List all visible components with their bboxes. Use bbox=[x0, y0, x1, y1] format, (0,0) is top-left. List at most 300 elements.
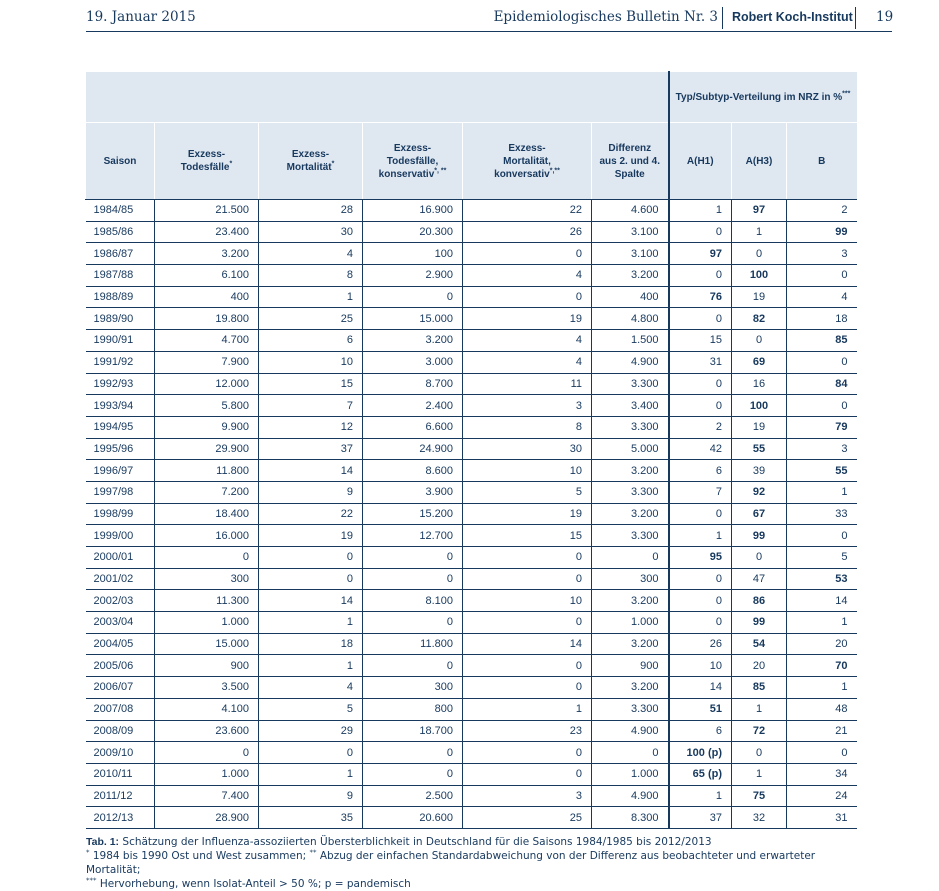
table-cell-h3: 69 bbox=[732, 351, 787, 373]
table-cell-h3: 72 bbox=[732, 720, 787, 742]
table-cell-tod_kons: 100 bbox=[363, 243, 463, 265]
table-cell-mortalitaet: 1 bbox=[259, 612, 363, 634]
table-cell-tod_kons: 300 bbox=[363, 677, 463, 699]
table-row bbox=[86, 221, 857, 243]
header-bulletin-title: Epidemiologisches Bulletin Nr. 3 bbox=[493, 9, 718, 25]
table-cell-mortalitaet: 1 bbox=[259, 763, 363, 785]
table-cell-h3: 97 bbox=[732, 200, 787, 222]
column-header: B bbox=[787, 123, 857, 200]
table-cell-differenz: 8.300 bbox=[592, 807, 669, 829]
table-body bbox=[86, 200, 857, 829]
table-cell-b: 0 bbox=[787, 525, 857, 547]
footnote-marker: ** bbox=[309, 848, 317, 857]
table-cell-h1: 0 bbox=[669, 308, 732, 330]
table-cell-differenz: 4.900 bbox=[592, 785, 669, 807]
table-cell-mortalitaet: 1 bbox=[259, 286, 363, 308]
table-cell-tod_kons: 16.900 bbox=[363, 200, 463, 222]
table-cell-h1: 26 bbox=[669, 633, 732, 655]
table-cell-saison: 1991/92 bbox=[86, 351, 155, 373]
table-row bbox=[86, 677, 857, 699]
table-cell-h3: 82 bbox=[732, 308, 787, 330]
table-cell-b: 84 bbox=[787, 373, 857, 395]
table-cell-mortalitaet: 25 bbox=[259, 308, 363, 330]
table-cell-h3: 0 bbox=[732, 243, 787, 265]
table-cell-saison: 2001/02 bbox=[86, 568, 155, 590]
table-cell-todesfaelle: 0 bbox=[155, 742, 259, 764]
table-cell-h1: 0 bbox=[669, 590, 732, 612]
table-cell-h3: 39 bbox=[732, 460, 787, 482]
column-header: Differenz aus 2. und 4. Spalte bbox=[592, 123, 669, 200]
table-cell-b: 99 bbox=[787, 221, 857, 243]
table-cell-differenz: 3.300 bbox=[592, 416, 669, 438]
table-row bbox=[86, 785, 857, 807]
table-cell-mortalitaet: 4 bbox=[259, 243, 363, 265]
table-row bbox=[86, 742, 857, 764]
table-cell-tod_kons: 18.700 bbox=[363, 720, 463, 742]
table-cell-b: 3 bbox=[787, 438, 857, 460]
table-cell-tod_kons: 0 bbox=[363, 568, 463, 590]
table-group-header-row bbox=[86, 72, 857, 123]
type-distribution-label: Typ/Subtyp-Verteilung im NRZ in % bbox=[675, 91, 843, 103]
caption-footnotes-line bbox=[86, 849, 866, 877]
footnote-marker: * bbox=[86, 848, 90, 857]
table-cell-h1: 0 bbox=[669, 568, 732, 590]
table-cell-b: 20 bbox=[787, 633, 857, 655]
table-cell-differenz: 3.200 bbox=[592, 590, 669, 612]
table-cell-tod_kons: 8.600 bbox=[363, 460, 463, 482]
table-cell-h1: 31 bbox=[669, 351, 732, 373]
table-cell-b: 0 bbox=[787, 395, 857, 417]
table-cell-differenz: 3.300 bbox=[592, 525, 669, 547]
table-cell-differenz: 3.300 bbox=[592, 698, 669, 720]
table-cell-todesfaelle: 29.900 bbox=[155, 438, 259, 460]
caption-label: Tab. 1: bbox=[86, 836, 120, 848]
table-cell-mort_kons: 0 bbox=[463, 677, 592, 699]
table-cell-b: 4 bbox=[787, 286, 857, 308]
table-row bbox=[86, 286, 857, 308]
footnote-marker: *** bbox=[842, 90, 851, 98]
table-cell-h3: 16 bbox=[732, 373, 787, 395]
table-cell-saison: 2002/03 bbox=[86, 590, 155, 612]
table-cell-todesfaelle: 9.900 bbox=[155, 416, 259, 438]
table-cell-h1: 1 bbox=[669, 200, 732, 222]
table-cell-differenz: 300 bbox=[592, 568, 669, 590]
column-header: A(H1) bbox=[669, 123, 732, 200]
table-cell-mort_kons: 5 bbox=[463, 481, 592, 503]
table-cell-mort_kons: 10 bbox=[463, 460, 592, 482]
table-cell-saison: 1995/96 bbox=[86, 438, 155, 460]
table-cell-mort_kons: 19 bbox=[463, 308, 592, 330]
table-cell-mort_kons: 22 bbox=[463, 200, 592, 222]
caption-title-line bbox=[86, 835, 866, 849]
table-cell-mort_kons: 4 bbox=[463, 330, 592, 352]
table-cell-tod_kons: 8.700 bbox=[363, 373, 463, 395]
table-row bbox=[86, 720, 857, 742]
table-cell-h3: 32 bbox=[732, 807, 787, 829]
table-cell-h3: 54 bbox=[732, 633, 787, 655]
table-cell-b: 31 bbox=[787, 807, 857, 829]
table-cell-saison: 2004/05 bbox=[86, 633, 155, 655]
table-row bbox=[86, 525, 857, 547]
table-cell-mortalitaet: 14 bbox=[259, 590, 363, 612]
table-cell-saison: 1999/00 bbox=[86, 525, 155, 547]
table-cell-mort_kons: 19 bbox=[463, 503, 592, 525]
table-cell-todesfaelle: 23.400 bbox=[155, 221, 259, 243]
table-cell-h3: 75 bbox=[732, 785, 787, 807]
table-cell-mortalitaet: 10 bbox=[259, 351, 363, 373]
table-cell-tod_kons: 24.900 bbox=[363, 438, 463, 460]
table-cell-mortalitaet: 29 bbox=[259, 720, 363, 742]
table-cell-todesfaelle: 7.900 bbox=[155, 351, 259, 373]
table-cell-differenz: 0 bbox=[592, 547, 669, 569]
table-cell-b: 1 bbox=[787, 612, 857, 634]
mortality-table bbox=[85, 71, 857, 829]
table-cell-mort_kons: 4 bbox=[463, 351, 592, 373]
table-cell-mortalitaet: 15 bbox=[259, 373, 363, 395]
table-cell-mortalitaet: 4 bbox=[259, 677, 363, 699]
table-cell-h3: 47 bbox=[732, 568, 787, 590]
table-cell-todesfaelle: 3.200 bbox=[155, 243, 259, 265]
table-cell-saison: 1996/97 bbox=[86, 460, 155, 482]
table-cell-saison: 1986/87 bbox=[86, 243, 155, 265]
table-row bbox=[86, 395, 857, 417]
table-cell-h1: 10 bbox=[669, 655, 732, 677]
table-row bbox=[86, 633, 857, 655]
table-cell-b: 18 bbox=[787, 308, 857, 330]
footnote-marker: *** bbox=[86, 876, 97, 885]
table-cell-tod_kons: 2.900 bbox=[363, 265, 463, 287]
table-cell-mortalitaet: 14 bbox=[259, 460, 363, 482]
table-cell-saison: 2007/08 bbox=[86, 698, 155, 720]
table-cell-saison: 1985/86 bbox=[86, 221, 155, 243]
table-row bbox=[86, 481, 857, 503]
table-cell-h3: 67 bbox=[732, 503, 787, 525]
table-cell-differenz: 3.200 bbox=[592, 677, 669, 699]
table-cell-tod_kons: 8.100 bbox=[363, 590, 463, 612]
caption-text: Schätzung der Influenza-assoziierten Übersterblichkeit in Deutschland für die Saisons 1984/1985 bis 2012/2013 bbox=[122, 836, 712, 848]
table-cell-b: 24 bbox=[787, 785, 857, 807]
table-cell-h1: 37 bbox=[669, 807, 732, 829]
header-page-number: 19 bbox=[876, 9, 894, 25]
table-cell-mort_kons: 0 bbox=[463, 612, 592, 634]
table-cell-mort_kons: 0 bbox=[463, 763, 592, 785]
table-cell-todesfaelle: 900 bbox=[155, 655, 259, 677]
table-cell-tod_kons: 0 bbox=[363, 655, 463, 677]
table-row bbox=[86, 503, 857, 525]
table-cell-h1: 1 bbox=[669, 785, 732, 807]
table-cell-tod_kons: 12.700 bbox=[363, 525, 463, 547]
table-cell-saison: 1984/85 bbox=[86, 200, 155, 222]
table-cell-h3: 19 bbox=[732, 416, 787, 438]
table-cell-saison: 1994/95 bbox=[86, 416, 155, 438]
table-cell-h1: 0 bbox=[669, 612, 732, 634]
table-cell-tod_kons: 11.800 bbox=[363, 633, 463, 655]
table-cell-tod_kons: 2.500 bbox=[363, 785, 463, 807]
table-cell-h1: 97 bbox=[669, 243, 732, 265]
table-cell-h1: 76 bbox=[669, 286, 732, 308]
table-cell-h3: 99 bbox=[732, 612, 787, 634]
table-cell-b: 3 bbox=[787, 243, 857, 265]
table-row bbox=[86, 698, 857, 720]
table-cell-h3: 99 bbox=[732, 525, 787, 547]
table-cell-h3: 100 bbox=[732, 395, 787, 417]
table-cell-tod_kons: 2.400 bbox=[363, 395, 463, 417]
header-rule bbox=[86, 31, 892, 32]
table-cell-tod_kons: 0 bbox=[363, 763, 463, 785]
table-cell-mortalitaet: 7 bbox=[259, 395, 363, 417]
table-cell-tod_kons: 15.000 bbox=[363, 308, 463, 330]
table-cell-h3: 20 bbox=[732, 655, 787, 677]
table-cell-saison: 2003/04 bbox=[86, 612, 155, 634]
table-cell-saison: 2012/13 bbox=[86, 807, 155, 829]
table-cell-differenz: 4.900 bbox=[592, 720, 669, 742]
table-cell-todesfaelle: 3.500 bbox=[155, 677, 259, 699]
table-cell-b: 1 bbox=[787, 481, 857, 503]
table-cell-mortalitaet: 0 bbox=[259, 568, 363, 590]
table-cell-h3: 92 bbox=[732, 481, 787, 503]
table-cell-saison: 1988/89 bbox=[86, 286, 155, 308]
column-header: Exzess- Mortalität* bbox=[259, 123, 363, 200]
table-cell-tod_kons: 6.600 bbox=[363, 416, 463, 438]
table-cell-h3: 0 bbox=[732, 742, 787, 764]
table-cell-h1: 6 bbox=[669, 460, 732, 482]
table-cell-saison: 2000/01 bbox=[86, 547, 155, 569]
table-cell-saison: 2009/10 bbox=[86, 742, 155, 764]
table-cell-tod_kons: 3.900 bbox=[363, 481, 463, 503]
table-cell-differenz: 3.300 bbox=[592, 481, 669, 503]
table-cell-mortalitaet: 0 bbox=[259, 742, 363, 764]
table-cell-mortalitaet: 18 bbox=[259, 633, 363, 655]
table-cell-todesfaelle: 12.000 bbox=[155, 373, 259, 395]
table-cell-b: 0 bbox=[787, 265, 857, 287]
table-cell-saison: 2008/09 bbox=[86, 720, 155, 742]
table-cell-differenz: 400 bbox=[592, 286, 669, 308]
table-cell-tod_kons: 0 bbox=[363, 286, 463, 308]
table-cell-differenz: 4.600 bbox=[592, 200, 669, 222]
table-cell-h1: 65 (p) bbox=[669, 763, 732, 785]
table-cell-differenz: 1.500 bbox=[592, 330, 669, 352]
table-cell-b: 85 bbox=[787, 330, 857, 352]
table-cell-mortalitaet: 5 bbox=[259, 698, 363, 720]
table-cell-h3: 100 bbox=[732, 265, 787, 287]
table-cell-mortalitaet: 35 bbox=[259, 807, 363, 829]
table-cell-h3: 0 bbox=[732, 547, 787, 569]
table-cell-b: 1 bbox=[787, 677, 857, 699]
table-cell-h1: 6 bbox=[669, 720, 732, 742]
page-header bbox=[0, 0, 939, 40]
table-cell-todesfaelle: 1.000 bbox=[155, 612, 259, 634]
table-cell-h1: 0 bbox=[669, 221, 732, 243]
table-row bbox=[86, 438, 857, 460]
table-cell-saison: 1992/93 bbox=[86, 373, 155, 395]
table-caption bbox=[86, 835, 866, 891]
table-cell-mort_kons: 10 bbox=[463, 590, 592, 612]
table-cell-b: 48 bbox=[787, 698, 857, 720]
table-cell-mortalitaet: 9 bbox=[259, 481, 363, 503]
table-cell-mort_kons: 3 bbox=[463, 395, 592, 417]
table-cell-tod_kons: 20.300 bbox=[363, 221, 463, 243]
table-row bbox=[86, 200, 857, 222]
table-cell-mort_kons: 30 bbox=[463, 438, 592, 460]
table-cell-mortalitaet: 30 bbox=[259, 221, 363, 243]
header-band-empty bbox=[86, 72, 669, 123]
table-cell-todesfaelle: 4.700 bbox=[155, 330, 259, 352]
table-cell-h3: 86 bbox=[732, 590, 787, 612]
table-cell-b: 0 bbox=[787, 351, 857, 373]
table-cell-mortalitaet: 12 bbox=[259, 416, 363, 438]
table-cell-todesfaelle: 11.300 bbox=[155, 590, 259, 612]
table-column-header-row bbox=[86, 123, 857, 200]
table-cell-differenz: 0 bbox=[592, 742, 669, 764]
table-cell-saison: 2006/07 bbox=[86, 677, 155, 699]
column-header: Exzess- Todesfälle* bbox=[155, 123, 259, 200]
table-cell-b: 53 bbox=[787, 568, 857, 590]
table-cell-h1: 0 bbox=[669, 265, 732, 287]
table-row bbox=[86, 807, 857, 829]
table-cell-h3: 85 bbox=[732, 677, 787, 699]
table-cell-tod_kons: 15.200 bbox=[363, 503, 463, 525]
table-row bbox=[86, 351, 857, 373]
table-cell-todesfaelle: 15.000 bbox=[155, 633, 259, 655]
column-header: Exzess- Mortalität, konversativ*,** bbox=[463, 123, 592, 200]
table-cell-todesfaelle: 0 bbox=[155, 547, 259, 569]
table-cell-h1: 0 bbox=[669, 395, 732, 417]
table-cell-mort_kons: 11 bbox=[463, 373, 592, 395]
table-cell-mortalitaet: 1 bbox=[259, 655, 363, 677]
table-cell-todesfaelle: 28.900 bbox=[155, 807, 259, 829]
table-cell-differenz: 3.400 bbox=[592, 395, 669, 417]
table-cell-mort_kons: 25 bbox=[463, 807, 592, 829]
table-cell-h3: 0 bbox=[732, 330, 787, 352]
table-row bbox=[86, 460, 857, 482]
header-divider bbox=[855, 7, 856, 29]
table-cell-b: 33 bbox=[787, 503, 857, 525]
table-cell-differenz: 3.200 bbox=[592, 633, 669, 655]
table-cell-b: 55 bbox=[787, 460, 857, 482]
table-cell-mortalitaet: 0 bbox=[259, 547, 363, 569]
table-cell-differenz: 5.000 bbox=[592, 438, 669, 460]
table-cell-mort_kons: 1 bbox=[463, 698, 592, 720]
table-cell-todesfaelle: 7.400 bbox=[155, 785, 259, 807]
table-cell-todesfaelle: 400 bbox=[155, 286, 259, 308]
table-cell-differenz: 3.200 bbox=[592, 503, 669, 525]
table-cell-mort_kons: 0 bbox=[463, 742, 592, 764]
table-cell-h1: 7 bbox=[669, 481, 732, 503]
table-cell-mort_kons: 0 bbox=[463, 655, 592, 677]
table-cell-mortalitaet: 19 bbox=[259, 525, 363, 547]
table-cell-mort_kons: 14 bbox=[463, 633, 592, 655]
table-cell-b: 5 bbox=[787, 547, 857, 569]
table-cell-mortalitaet: 8 bbox=[259, 265, 363, 287]
type-distribution-header bbox=[669, 72, 857, 123]
table-cell-b: 2 bbox=[787, 200, 857, 222]
footnote-1: 1984 bis 1990 Ost und West zusammen; bbox=[92, 850, 310, 862]
table-cell-h3: 1 bbox=[732, 763, 787, 785]
table-cell-h3: 19 bbox=[732, 286, 787, 308]
table-cell-saison: 1997/98 bbox=[86, 481, 155, 503]
table-cell-todesfaelle: 18.400 bbox=[155, 503, 259, 525]
header-date: 19. Januar 2015 bbox=[86, 9, 196, 25]
table-row bbox=[86, 265, 857, 287]
footnote-2: Abzug der einfachen Standardabweichung von der Differenz aus beobachteter und erwarteter Mortalität; bbox=[86, 850, 816, 876]
table-row bbox=[86, 568, 857, 590]
table-cell-b: 34 bbox=[787, 763, 857, 785]
column-header: A(H3) bbox=[732, 123, 787, 200]
table-row bbox=[86, 612, 857, 634]
table-cell-saison: 1990/91 bbox=[86, 330, 155, 352]
table-cell-differenz: 900 bbox=[592, 655, 669, 677]
table-cell-mortalitaet: 9 bbox=[259, 785, 363, 807]
caption-footnotes-line-2 bbox=[86, 877, 866, 891]
table-row bbox=[86, 330, 857, 352]
table-cell-todesfaelle: 300 bbox=[155, 568, 259, 590]
table-cell-saison: 1989/90 bbox=[86, 308, 155, 330]
header-divider bbox=[722, 7, 723, 29]
table-cell-todesfaelle: 11.800 bbox=[155, 460, 259, 482]
table-cell-todesfaelle: 23.600 bbox=[155, 720, 259, 742]
table-cell-differenz: 1.000 bbox=[592, 612, 669, 634]
table-cell-h1: 0 bbox=[669, 503, 732, 525]
table-cell-h1: 2 bbox=[669, 416, 732, 438]
table-cell-b: 14 bbox=[787, 590, 857, 612]
table-cell-differenz: 3.300 bbox=[592, 373, 669, 395]
table-row bbox=[86, 547, 857, 569]
table-row bbox=[86, 243, 857, 265]
table-cell-mortalitaet: 6 bbox=[259, 330, 363, 352]
table-cell-saison: 1998/99 bbox=[86, 503, 155, 525]
table-cell-saison: 2010/11 bbox=[86, 763, 155, 785]
table-row bbox=[86, 590, 857, 612]
table-cell-h1: 1 bbox=[669, 525, 732, 547]
table-cell-mort_kons: 26 bbox=[463, 221, 592, 243]
table-cell-b: 79 bbox=[787, 416, 857, 438]
table-cell-b: 21 bbox=[787, 720, 857, 742]
table-cell-saison: 2011/12 bbox=[86, 785, 155, 807]
table-cell-tod_kons: 3.200 bbox=[363, 330, 463, 352]
table-cell-mort_kons: 15 bbox=[463, 525, 592, 547]
table-cell-tod_kons: 3.000 bbox=[363, 351, 463, 373]
table-cell-todesfaelle: 21.500 bbox=[155, 200, 259, 222]
table-cell-h1: 95 bbox=[669, 547, 732, 569]
table-cell-tod_kons: 800 bbox=[363, 698, 463, 720]
table-cell-differenz: 4.800 bbox=[592, 308, 669, 330]
table-cell-h3: 1 bbox=[732, 698, 787, 720]
table-cell-todesfaelle: 16.000 bbox=[155, 525, 259, 547]
table-cell-tod_kons: 0 bbox=[363, 547, 463, 569]
table-cell-mort_kons: 0 bbox=[463, 568, 592, 590]
table-row bbox=[86, 308, 857, 330]
table-cell-todesfaelle: 19.800 bbox=[155, 308, 259, 330]
table-cell-tod_kons: 0 bbox=[363, 612, 463, 634]
table-cell-b: 0 bbox=[787, 742, 857, 764]
table-row bbox=[86, 655, 857, 677]
table-cell-h1: 51 bbox=[669, 698, 732, 720]
table-cell-differenz: 3.200 bbox=[592, 265, 669, 287]
table-cell-mort_kons: 8 bbox=[463, 416, 592, 438]
table-row bbox=[86, 763, 857, 785]
column-header: Exzess- Todesfälle, konservativ*, ** bbox=[363, 123, 463, 200]
table-cell-differenz: 4.900 bbox=[592, 351, 669, 373]
table-cell-differenz: 3.100 bbox=[592, 243, 669, 265]
table-cell-h1: 0 bbox=[669, 373, 732, 395]
table-cell-mort_kons: 3 bbox=[463, 785, 592, 807]
table-cell-h1: 42 bbox=[669, 438, 732, 460]
table-row bbox=[86, 373, 857, 395]
table-cell-todesfaelle: 1.000 bbox=[155, 763, 259, 785]
footnote-3: Hervorhebung, wenn Isolat-Anteil > 50 %; p = pandemisch bbox=[99, 878, 411, 890]
table-cell-tod_kons: 0 bbox=[363, 742, 463, 764]
table-cell-mort_kons: 4 bbox=[463, 265, 592, 287]
